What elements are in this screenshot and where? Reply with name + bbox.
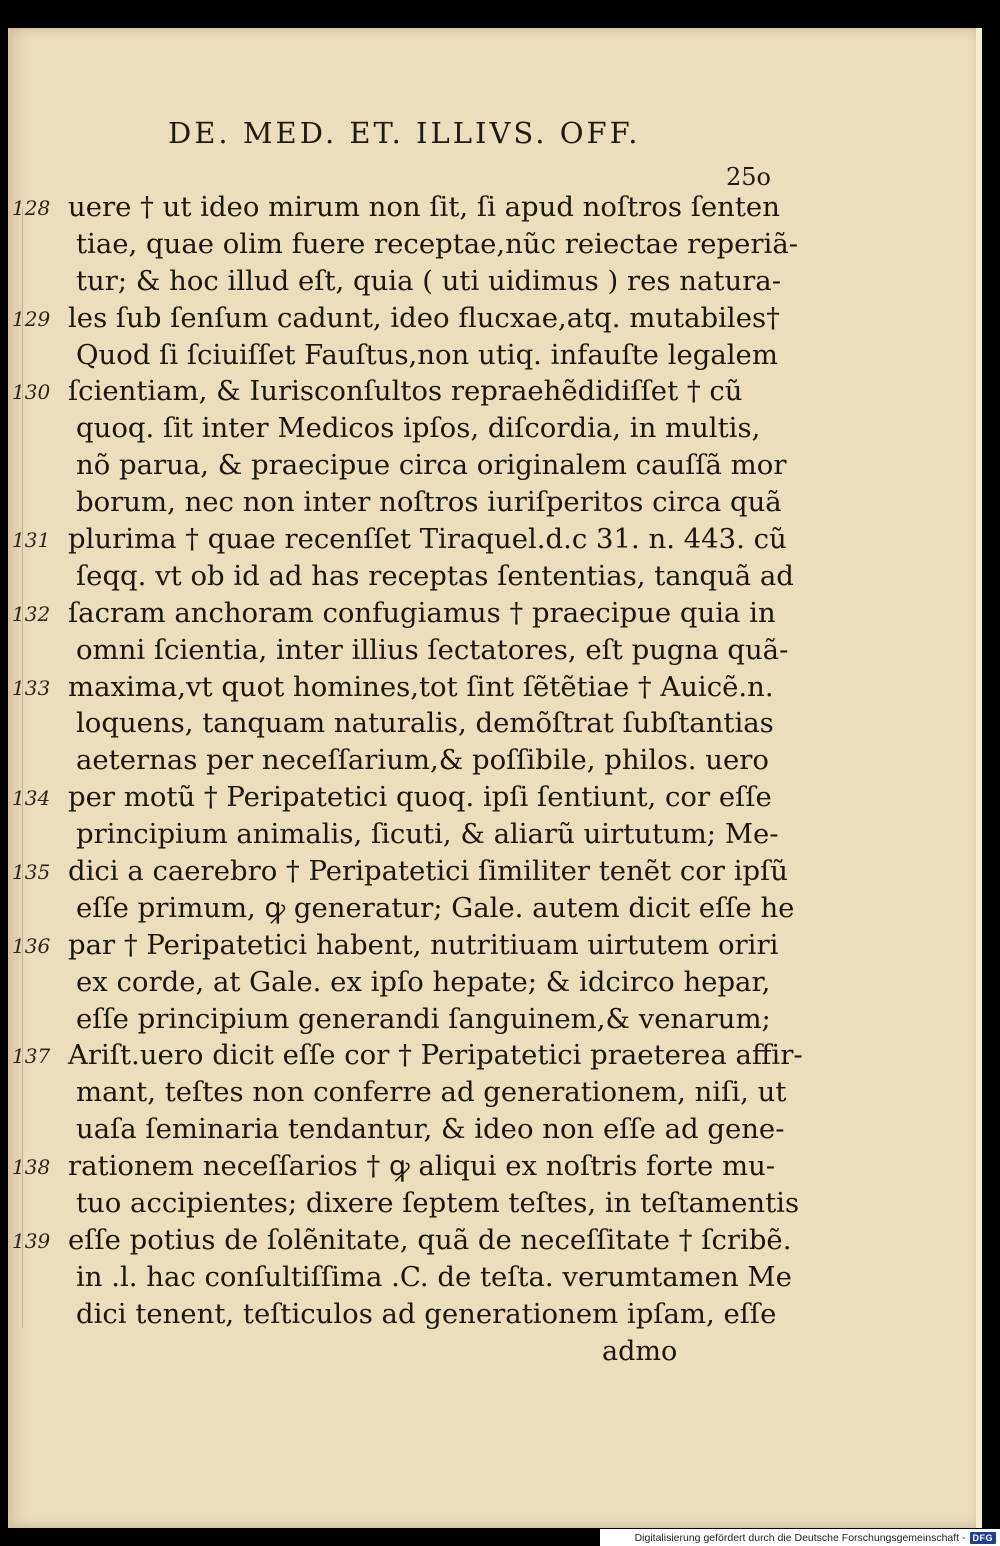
margin-note-number: 128 (12, 196, 51, 220)
text-line (10, 409, 982, 446)
text-line (10, 520, 982, 557)
line-text: eſſe primum, ꝙ generatur; Gale. autem dicit eſſe he (76, 891, 795, 924)
text-line (10, 852, 982, 889)
margin-note-number: 135 (12, 860, 51, 885)
text-line (10, 446, 982, 483)
line-text: les ſub ſenſum cadunt, ideo flucxae,atq. mutabiles† (68, 301, 780, 334)
line-text: ſeqq. vt ob id ad has receptas ſententias, tanquã ad (76, 559, 794, 592)
running-head: DE. MED. ET. ILLIVS. OFF. (168, 116, 641, 150)
line-text: Quod ſi ſciuiſſet Fauſtus,non utiq. infauſte legalem (76, 338, 778, 371)
line-text: aeternas per neceſſarium,& poſſibile, philos. uero (76, 744, 769, 777)
line-text: eſſe potius de ſolẽnitate, quã de neceſſitate † ſcribẽ. (68, 1223, 792, 1256)
footer-bar (600, 1529, 1000, 1546)
text-line (10, 926, 982, 963)
margin-note-number: 134 (12, 786, 51, 811)
margin-note-number: 131 (12, 528, 51, 553)
line-text: loquens, tanquam naturalis, demõſtrat ſubſtantias (76, 707, 774, 740)
line-text: ex corde, at Gale. ex ipſo hepate; & idcirco hepar, (76, 965, 771, 998)
text-line (10, 631, 982, 668)
text-line (10, 889, 982, 926)
text-line (10, 372, 982, 409)
margin-note-number: 137 (12, 1044, 51, 1069)
text-line (10, 1036, 982, 1073)
line-text: borum, nec non inter noſtros iuriſperitos circa quã (76, 486, 782, 519)
line-text: dici a caerebro † Peripatetici ſimiliter tenẽt cor ipſũ (68, 855, 788, 888)
line-text: per motũ † Peripatetici quoq. ipſi ſentiunt, cor eſſe (68, 781, 772, 814)
margin-note-number: 138 (12, 1155, 51, 1180)
line-text: tiae, quae olim fuere receptae,nũc reiectae reperiã- (76, 227, 799, 260)
line-text: dici tenent, teſticulos ad generationem ipſam, eſſe (76, 1297, 777, 1330)
line-text: quoq. ſit inter Medicos ipſos, diſcordia, in multis, (76, 412, 761, 445)
line-text: ſcientiam, & Iurisconſultos repraehẽdidiſſet † cũ (68, 375, 743, 408)
line-text: tuo accipientes; dixere ſeptem teſtes, in teſtamentis (76, 1187, 800, 1220)
text-line (10, 188, 982, 225)
margin-note-number: 132 (12, 601, 51, 626)
text-block (10, 188, 982, 1332)
text-line (10, 483, 982, 520)
text-line (10, 225, 982, 262)
footer-credit: Digitalisierung gefördert durch die Deutsche Forschungsgemeinschaft - (634, 1531, 966, 1544)
text-line (10, 262, 982, 299)
text-line (10, 1258, 982, 1295)
line-text: maxima,vt quot homines,tot ſint ſẽtẽtiae † Auicẽ.n. (68, 670, 774, 703)
margin-note-number: 133 (12, 675, 51, 700)
line-text: Ariſt.uero dicit eſſe cor † Peripatetici praeterea affir- (68, 1039, 803, 1072)
text-line (10, 741, 982, 778)
text-line (10, 594, 982, 631)
margin-note-number: 136 (12, 933, 51, 958)
line-text: mant, teſtes non conferre ad generationem, niſi, ut (76, 1076, 787, 1109)
line-text: ſacram anchoram confugiamus † praecipue quia in (68, 596, 776, 629)
text-line (10, 778, 982, 815)
margin-note-number: 139 (12, 1228, 51, 1253)
text-line (10, 815, 982, 852)
text-line (10, 1110, 982, 1147)
text-line (10, 963, 982, 1000)
margin-note-number: 129 (12, 306, 51, 331)
text-line (10, 336, 982, 373)
line-text: nõ parua, & praecipue circa originalem cauſſã mor (76, 449, 787, 482)
margin-note-number: 130 (12, 380, 51, 405)
line-text: omni ſcientia, inter illius ſectatores, eſt pugna quã- (76, 633, 789, 666)
line-text: principium animalis, ſicuti, & aliarũ uirtutum; Me- (76, 818, 779, 851)
text-line (10, 704, 982, 741)
text-line (10, 1221, 982, 1258)
line-text: plurima † quae recenſſet Tiraquel.d.c 31. n. 443. cũ (68, 523, 787, 556)
line-text: tur; & hoc illud eſt, quia ( uti uidimus ) res natura- (76, 264, 781, 297)
text-line (10, 299, 982, 336)
folio-number: 25o (726, 163, 771, 191)
line-text: uere † ut ideo mirum non ſit, ſi apud noſtros ſenten (68, 191, 780, 223)
text-line (10, 1295, 982, 1332)
line-text: in .l. hac conſultiſſima .C. de teſta. verumtamen Me (76, 1260, 792, 1293)
text-line (10, 668, 982, 705)
text-line (10, 1073, 982, 1110)
dfg-logo-icon: DFG (970, 1532, 997, 1544)
text-line (10, 1184, 982, 1221)
line-text: eſſe principium generandi ſanguinem,& venarum; (76, 1002, 771, 1035)
book-page (8, 28, 982, 1528)
text-line (10, 1000, 982, 1037)
line-text: par † Peripatetici habent, nutritiuam uirtutem oriri (68, 928, 779, 961)
line-text: rationem neceſſarios † ꝙ aliqui ex noſtris forte mu- (68, 1150, 776, 1183)
text-line (10, 557, 982, 594)
text-line (10, 1147, 982, 1184)
catchword: admo (602, 1336, 678, 1367)
line-text: uaſa ſeminaria tendantur, & ideo non eſſe ad gene- (76, 1113, 785, 1146)
